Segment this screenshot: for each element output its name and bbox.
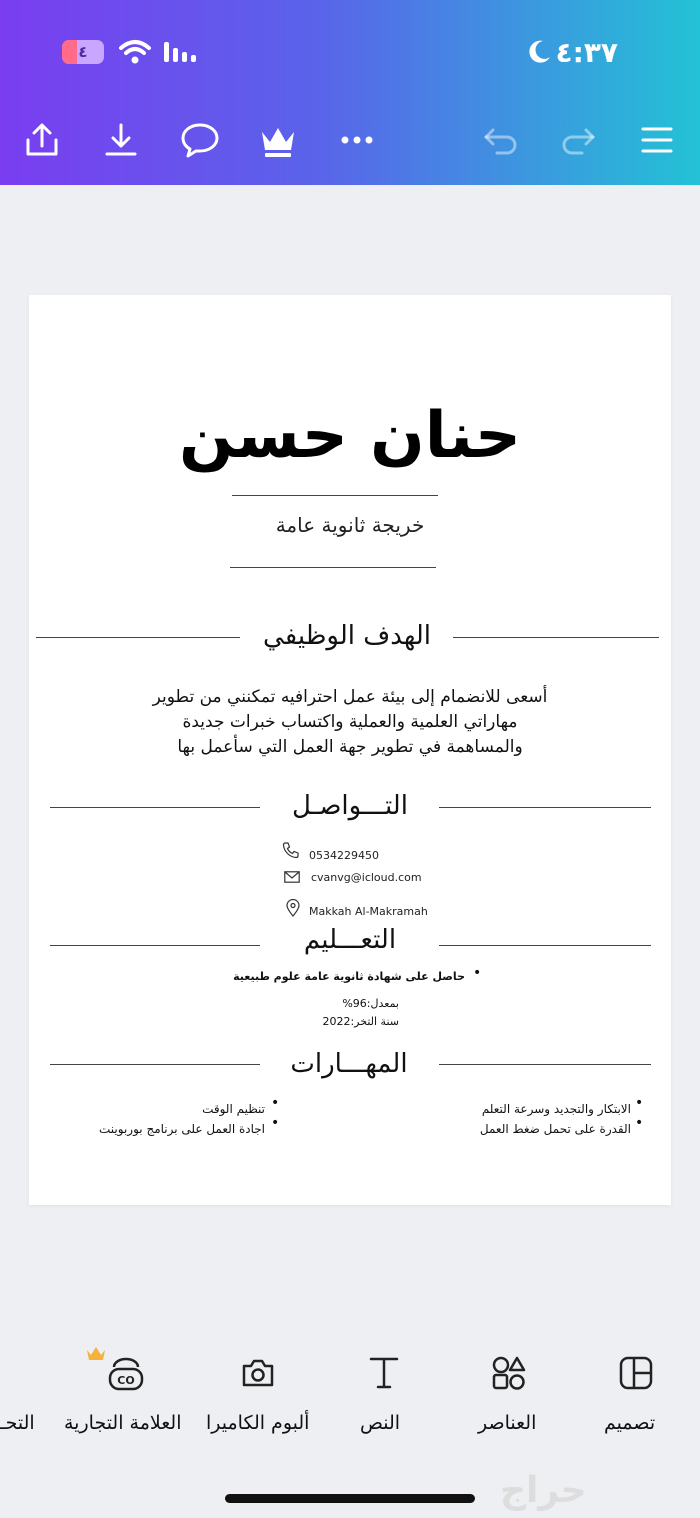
elements-icon [491, 1355, 527, 1391]
divider [453, 637, 659, 638]
nav-brand[interactable] [66, 1355, 186, 1395]
nav-brand-label[interactable]: العلامة التجارية [64, 1412, 182, 1434]
crown-icon[interactable] [258, 120, 298, 160]
menu-icon[interactable] [637, 120, 677, 160]
nav-design[interactable] [576, 1355, 696, 1395]
location-icon [286, 899, 300, 917]
undo-icon[interactable] [481, 120, 521, 160]
home-indicator[interactable] [225, 1494, 475, 1503]
nav-camera[interactable] [198, 1355, 318, 1395]
resume-page[interactable] [29, 295, 671, 1205]
signal-icon [162, 40, 200, 64]
education-title: التعـــليم [303, 925, 397, 955]
divider [439, 807, 651, 808]
contact-phone: 0534229450 [309, 849, 379, 862]
education-degree: حاصل على شهادة ثانوية عامة علوم طبيعية [233, 970, 465, 983]
contact-title: التـــواصـل [292, 791, 408, 821]
bullet-icon: • [271, 1095, 280, 1111]
resume-name: حنان حسن [178, 399, 522, 473]
nav-elements-label[interactable]: العناصر [478, 1412, 537, 1434]
battery-fill [62, 40, 77, 64]
contact-email: cvanvg@icloud.com [311, 871, 422, 884]
brand-icon [106, 1355, 146, 1391]
nav-partial[interactable] [0, 1355, 4, 1395]
skills-title: المهـــارات [290, 1049, 408, 1079]
divider [439, 1064, 651, 1065]
nav-text[interactable] [324, 1355, 444, 1395]
text-icon [366, 1355, 402, 1391]
divider [50, 1064, 260, 1065]
skill-item: الابتكار والتجديد وسرعة التعلم [481, 1102, 631, 1116]
download-icon[interactable] [101, 120, 141, 160]
svg-text:CO: CO [117, 1374, 135, 1387]
battery-level: ٤ [78, 43, 88, 61]
skill-item: تنظيم الوقت [202, 1102, 265, 1116]
nav-elements[interactable] [449, 1355, 569, 1395]
nav-partial-label[interactable]: التحـ [0, 1412, 35, 1434]
phone-icon [282, 841, 300, 859]
watermark: حراج [500, 1470, 587, 1511]
objective-line: مهاراتي العلمية والعملية واكتساب خبرات جديدة [182, 712, 518, 732]
top-bar [0, 0, 700, 185]
education-year: سنة التخر:2022 [322, 1015, 399, 1028]
bullet-icon: • [271, 1115, 280, 1131]
nav-camera-label[interactable]: ألبوم الكاميرا [206, 1412, 310, 1434]
divider [230, 567, 436, 568]
divider [50, 945, 260, 946]
objective-line: أسعى للانضمام إلى بيئة عمل احترافيه تمكنني من تطوير [152, 687, 548, 707]
crown-icon [86, 1346, 106, 1362]
objective-text [89, 685, 611, 760]
bullet-icon: • [473, 965, 482, 981]
resume-subtitle: خريجة ثانوية عامة [275, 513, 425, 537]
objective-line: والمساهمة في تطوير جهة العمل التي سأعمل بها [177, 737, 523, 757]
mail-icon [284, 871, 300, 883]
battery-indicator [62, 40, 104, 64]
clock: ٤:٣٧ [555, 36, 618, 69]
divider [439, 945, 651, 946]
nav-text-label[interactable]: النص [360, 1412, 401, 1434]
skill-item: القدرة على تحمل ضغط العمل [479, 1122, 631, 1136]
contact-location: Makkah Al-Makramah [309, 905, 428, 918]
education-gpa: بمعدل:96% [342, 997, 399, 1010]
comment-icon[interactable] [180, 120, 220, 160]
redo-icon[interactable] [558, 120, 598, 160]
divider [232, 495, 438, 496]
objective-title: الهدف الوظيفي [263, 621, 431, 651]
nav-design-label[interactable]: تصميم [604, 1412, 656, 1434]
bullet-icon: • [635, 1115, 644, 1131]
more-icon[interactable] [337, 120, 377, 160]
camera-icon [240, 1355, 276, 1391]
skill-item: اجادة العمل على برنامج بوربوينت [99, 1122, 265, 1136]
share-icon[interactable] [22, 120, 62, 160]
divider [36, 637, 240, 638]
wifi-icon [118, 38, 152, 66]
status-bar [0, 36, 700, 70]
divider [50, 807, 260, 808]
moon-icon [526, 39, 552, 65]
bullet-icon: • [635, 1095, 644, 1111]
design-icon [618, 1355, 654, 1391]
